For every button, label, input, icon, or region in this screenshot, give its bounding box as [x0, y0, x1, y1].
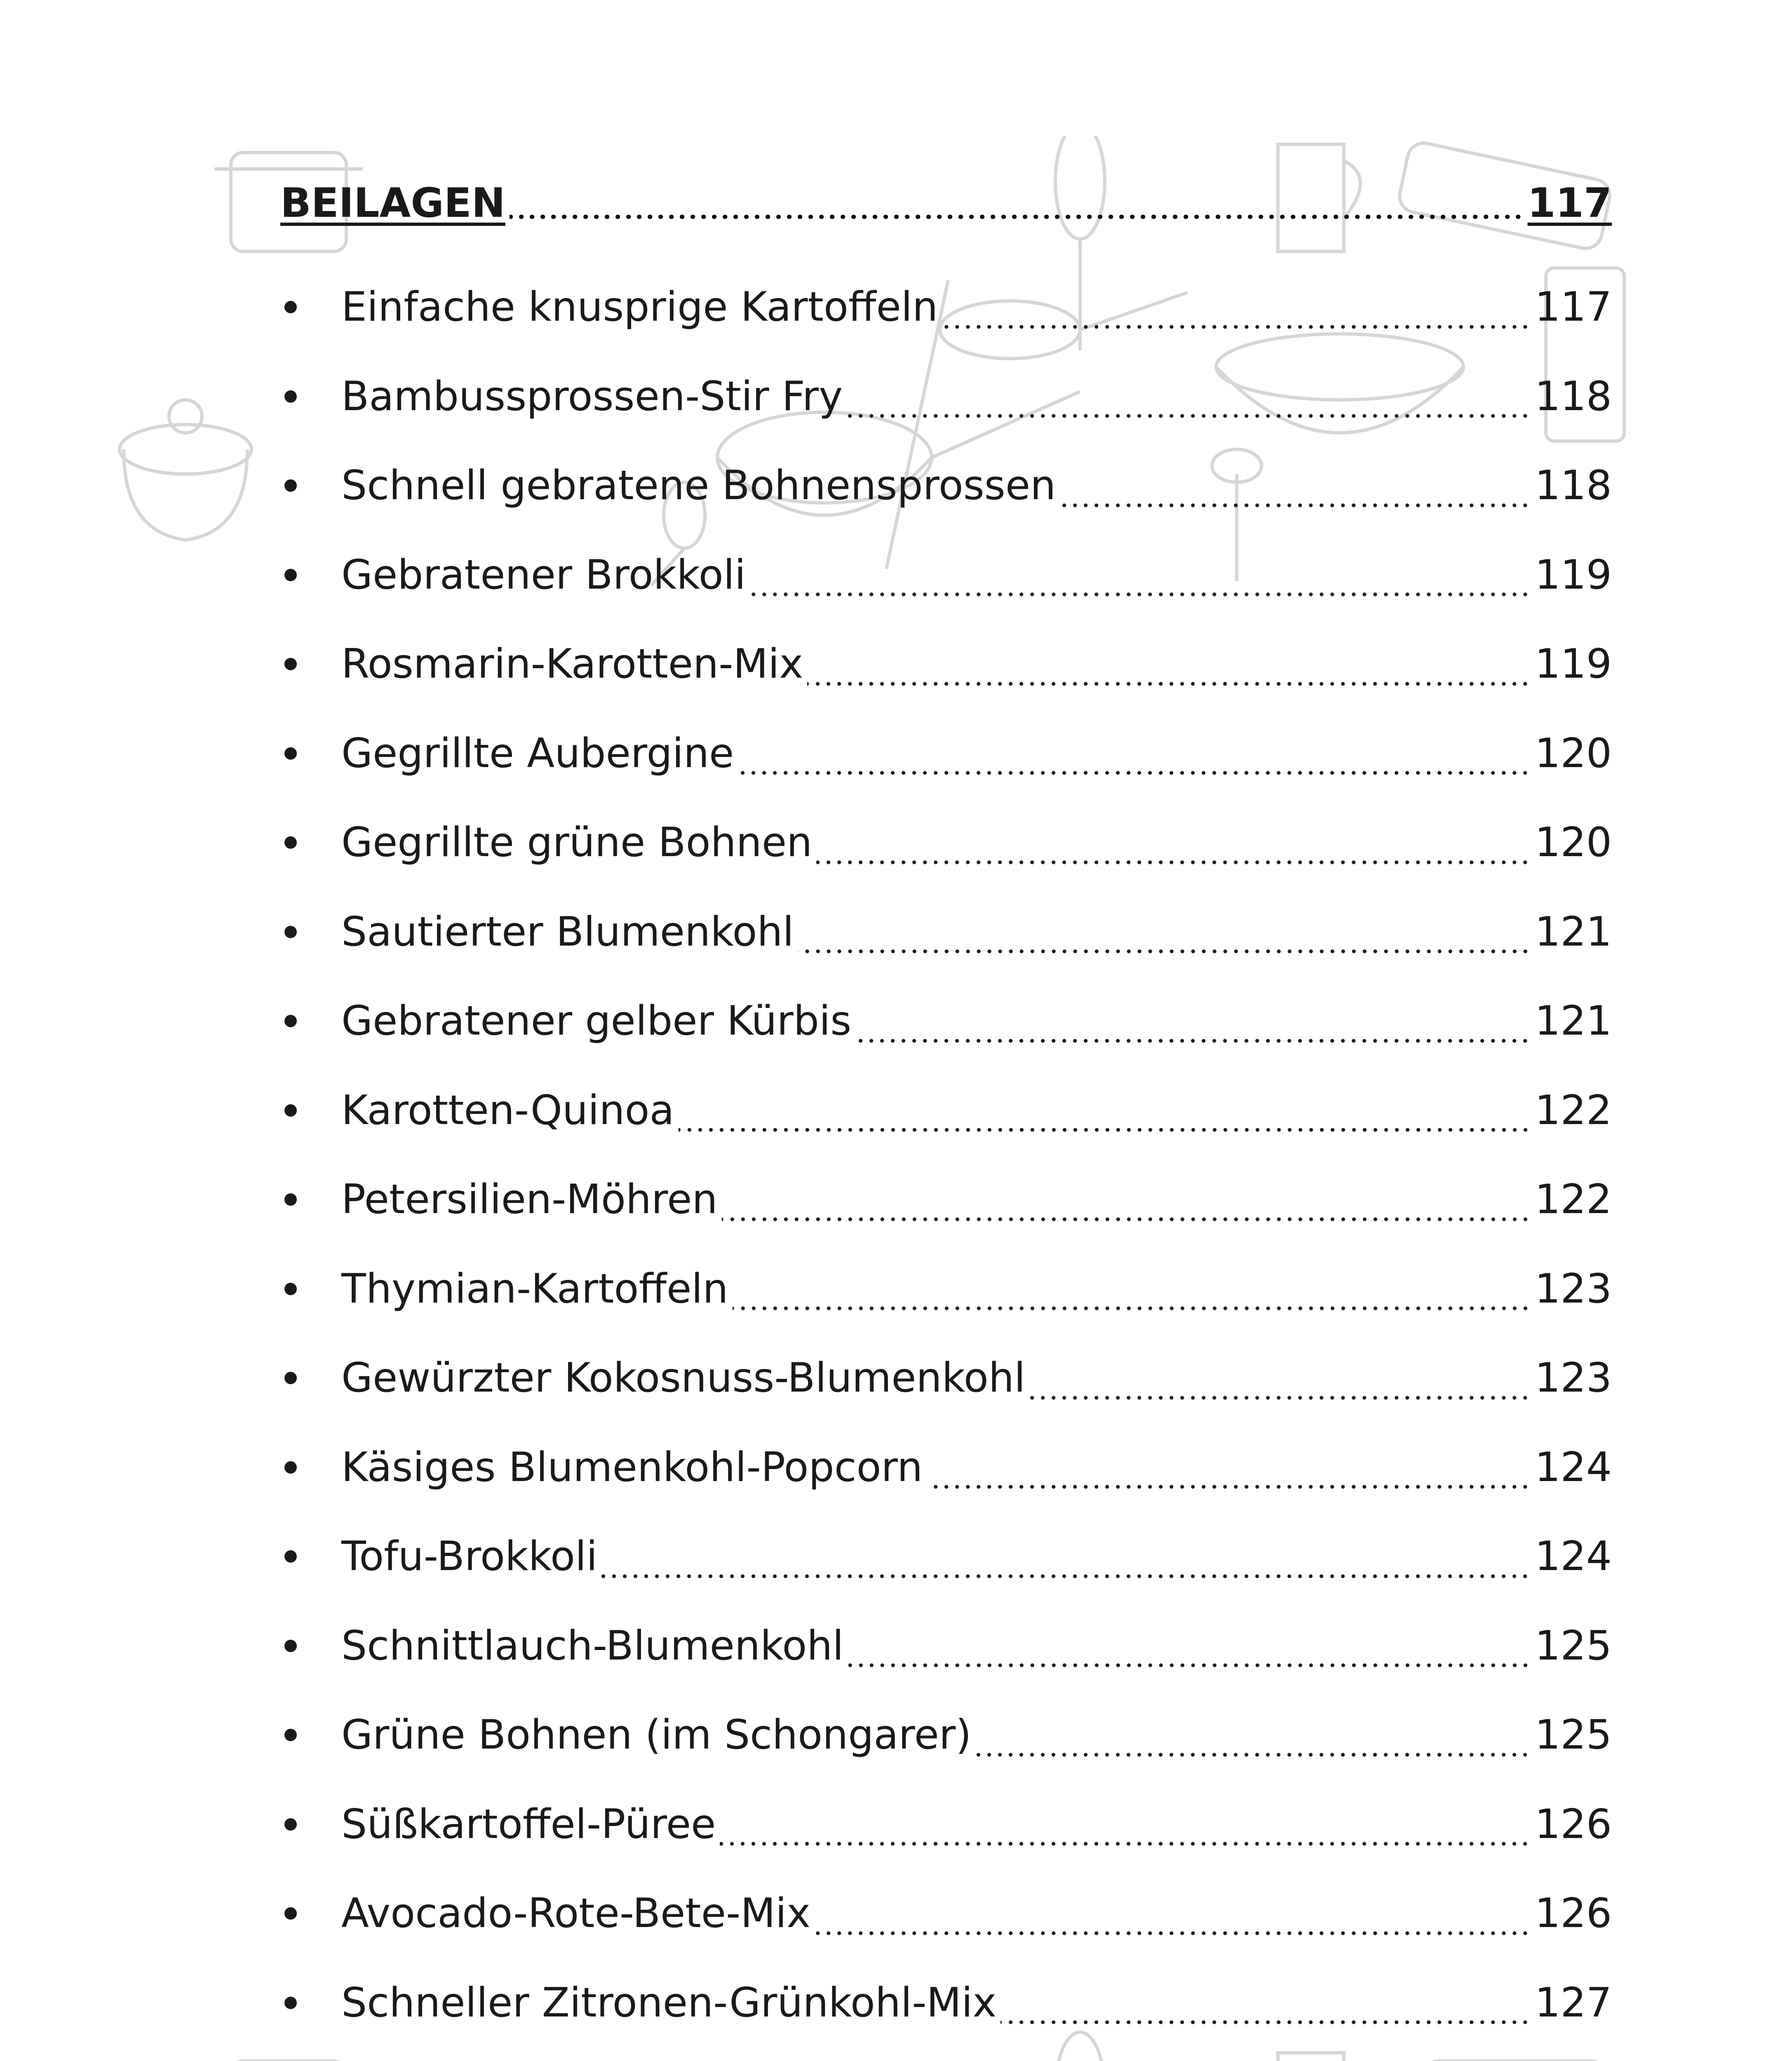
toc-entry[interactable] — [280, 441, 1612, 531]
bullet-icon — [280, 836, 341, 849]
dot-leader — [816, 860, 1531, 864]
toc-entry[interactable] — [280, 1423, 1612, 1512]
dot-leader — [815, 1931, 1531, 1935]
entry-page-number: 119 — [1534, 551, 1612, 599]
bullet-icon — [280, 1104, 341, 1117]
dot-leader — [855, 1039, 1531, 1043]
entry-page-number: 124 — [1534, 1444, 1612, 1491]
bullet-icon — [280, 1461, 341, 1474]
lidded-pot-icon — [120, 400, 251, 540]
entry-page-number: 127 — [1534, 1979, 1612, 2026]
entry-page-number: 123 — [1534, 1265, 1612, 1312]
toc-entry[interactable] — [280, 1244, 1612, 1334]
dot-leader — [510, 215, 1524, 219]
entry-title: Sautierter Blumenkohl — [341, 908, 794, 955]
dot-leader — [1001, 2020, 1531, 2024]
entry-title: Schnell gebratene Bohnensprossen — [341, 462, 1056, 509]
entry-page-number: 122 — [1534, 1176, 1612, 1223]
entry-title: Petersilien-Möhren — [341, 1176, 718, 1223]
bullet-icon — [280, 301, 341, 313]
entry-title: Avocado-Rote-Bete-Mix — [341, 1890, 811, 1937]
toc-entry[interactable] — [280, 1512, 1612, 1601]
dot-leader — [720, 1842, 1531, 1846]
entry-title: Einfache knusprige Kartoffeln — [341, 284, 938, 331]
entry-page-number: 121 — [1534, 998, 1612, 1045]
bullet-icon — [280, 479, 341, 492]
dot-leader — [798, 949, 1531, 953]
dot-leader — [733, 1306, 1531, 1310]
dot-leader — [848, 1663, 1531, 1667]
entry-page-number: 126 — [1534, 1890, 1612, 1937]
entry-page-number: 123 — [1534, 1354, 1612, 1402]
entry-title: Karotten-Quinoa — [341, 1087, 674, 1134]
toc-entry[interactable] — [280, 531, 1612, 620]
entry-title: Bambussprossen-Stir Fry — [341, 373, 843, 420]
bullet-icon — [280, 1729, 341, 1741]
entry-page-number: 120 — [1534, 819, 1612, 866]
bullet-icon — [280, 1907, 341, 1920]
bullet-icon — [280, 569, 341, 581]
entry-page-number: 118 — [1534, 462, 1612, 509]
entry-page-number: 125 — [1534, 1622, 1612, 1669]
toc-entry[interactable] — [280, 1066, 1612, 1155]
toc-entry[interactable] — [280, 1780, 1612, 1869]
bullet-icon — [280, 747, 341, 760]
dot-leader — [847, 414, 1531, 418]
entry-title: Schnittlauch-Blumenkohl — [341, 1622, 844, 1669]
entry-page-number: 122 — [1534, 1087, 1612, 1134]
toc-entry[interactable] — [280, 798, 1612, 887]
bullet-icon — [280, 1818, 341, 1831]
dot-leader — [927, 1485, 1531, 1489]
entry-title: Rosmarin-Karotten-Mix — [341, 641, 803, 688]
entry-page-number: 119 — [1534, 641, 1612, 688]
dot-leader — [975, 1753, 1531, 1757]
entry-title: Gebratener Brokkoli — [341, 551, 746, 599]
dot-leader — [942, 325, 1531, 329]
entry-page-number: 121 — [1534, 908, 1612, 955]
entry-title: Gebratener gelber Kürbis — [341, 998, 852, 1045]
entry-page-number: 126 — [1534, 1800, 1612, 1848]
toc-entry[interactable] — [280, 977, 1612, 1066]
bullet-icon — [280, 390, 341, 403]
dot-leader — [601, 1574, 1531, 1578]
toc-entry[interactable] — [280, 1601, 1612, 1691]
toc-entry[interactable] — [280, 887, 1612, 977]
bullet-icon — [280, 1997, 341, 2009]
section-title: BEILAGEN — [280, 179, 505, 227]
entry-title: Süßkartoffel-Püree — [341, 1800, 716, 1848]
dot-leader — [679, 1128, 1531, 1132]
bullet-icon — [280, 1372, 341, 1384]
toc-entry[interactable] — [280, 1155, 1612, 1244]
bullet-icon — [280, 1015, 341, 1027]
toc-entry[interactable] — [280, 2047, 1612, 2061]
entry-page-number: 125 — [1534, 1711, 1612, 1759]
entry-title: Tofu-Brokkoli — [341, 1533, 598, 1580]
toc-entry[interactable] — [280, 352, 1612, 441]
toc-entry[interactable] — [280, 620, 1612, 709]
table-of-contents — [280, 173, 1612, 2061]
entry-page-number: 118 — [1534, 373, 1612, 420]
toc-entry[interactable] — [280, 709, 1612, 798]
entry-title: Käsiges Blumenkohl-Popcorn — [341, 1444, 923, 1491]
entry-title: Thymian-Kartoffeln — [341, 1265, 728, 1312]
bullet-icon — [280, 1550, 341, 1563]
entry-page-number: 120 — [1534, 730, 1612, 777]
toc-entry[interactable] — [280, 263, 1612, 352]
toc-entry[interactable] — [280, 1690, 1612, 1780]
toc-entry[interactable] — [280, 1958, 1612, 2048]
section-page-number: 117 — [1527, 179, 1612, 227]
entry-title: Gegrillte Aubergine — [341, 730, 734, 777]
bullet-icon — [280, 658, 341, 670]
entry-page-number: 117 — [1534, 284, 1612, 331]
bullet-icon — [280, 926, 341, 938]
dot-leader — [722, 1217, 1531, 1221]
dot-leader — [1029, 1396, 1531, 1400]
bullet-icon — [280, 1640, 341, 1652]
dot-leader — [1060, 503, 1531, 507]
bullet-icon — [280, 1283, 341, 1295]
entry-title: Schneller Zitronen-Grünkohl-Mix — [341, 1979, 997, 2026]
entry-title: Gegrillte grüne Bohnen — [341, 819, 813, 866]
toc-entry[interactable] — [280, 1333, 1612, 1423]
toc-section-heading[interactable] — [280, 173, 1612, 233]
entry-title: Gewürzter Kokosnuss-Blumenkohl — [341, 1354, 1026, 1402]
dot-leader — [738, 771, 1531, 775]
bullet-icon — [280, 1193, 341, 1206]
dot-leader — [750, 592, 1531, 596]
dot-leader — [807, 682, 1531, 686]
entry-title: Grüne Bohnen (im Schongarer) — [341, 1711, 972, 1759]
entry-page-number: 124 — [1534, 1533, 1612, 1580]
toc-entry[interactable] — [280, 1869, 1612, 1958]
